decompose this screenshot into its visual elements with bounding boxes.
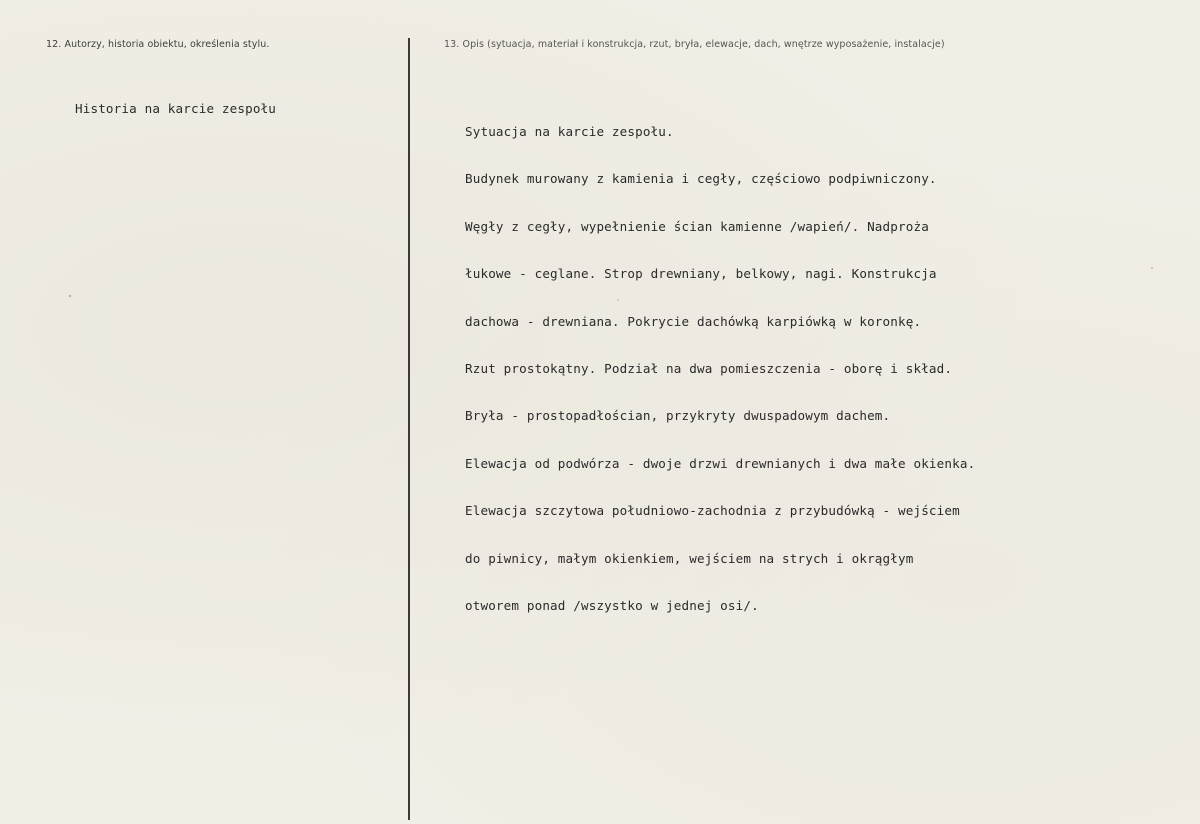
description-text: [465, 93, 975, 644]
history-text: Historia na karcie zespołu: [75, 101, 277, 116]
description-line: Elewacja szczytowa południowo-zachodnia z przybudówką - wejściem: [465, 503, 960, 519]
description-line: Budynek murowany z kamienia i cegły, częściowo podpiwniczony.: [465, 171, 937, 187]
description-line: Sytuacja na karcie zespołu.: [465, 124, 674, 139]
description-line: Elewacja od podwórza - dwoje drzwi drewnianych i dwa małe okienka.: [465, 455, 976, 471]
field-12-label: 12. Autorzy, historia obiektu, określenia stylu.: [46, 39, 270, 50]
description-line: łukowe - ceglane. Strop drewniany, belkowy, nagi. Konstrukcja: [465, 266, 937, 282]
description-line: do piwnicy, małym okienkiem, wejściem na strych i okrągłym: [465, 550, 914, 566]
description-line: otworem ponad /wszystko w jednej osi/.: [465, 597, 759, 613]
column-divider: [408, 38, 410, 820]
field-13-label: 13. Opis (sytuacja, materiał i konstrukcja, rzut, bryła, elewacje, dach, wnętrze wyposażenie, instalacje): [444, 39, 945, 50]
description-line: Bryła - prostopadłościan, przykryty dwuspadowym dachem.: [465, 408, 891, 424]
description-line: dachowa - drewniana. Pokrycie dachówką karpiówką w koronkę.: [465, 313, 922, 329]
description-line: Węgły z cegły, wypełnienie ścian kamienne /wapień/. Nadproża: [465, 218, 929, 234]
description-line: Rzut prostokątny. Podział na dwa pomieszczenia - oborę i skład.: [465, 360, 953, 376]
